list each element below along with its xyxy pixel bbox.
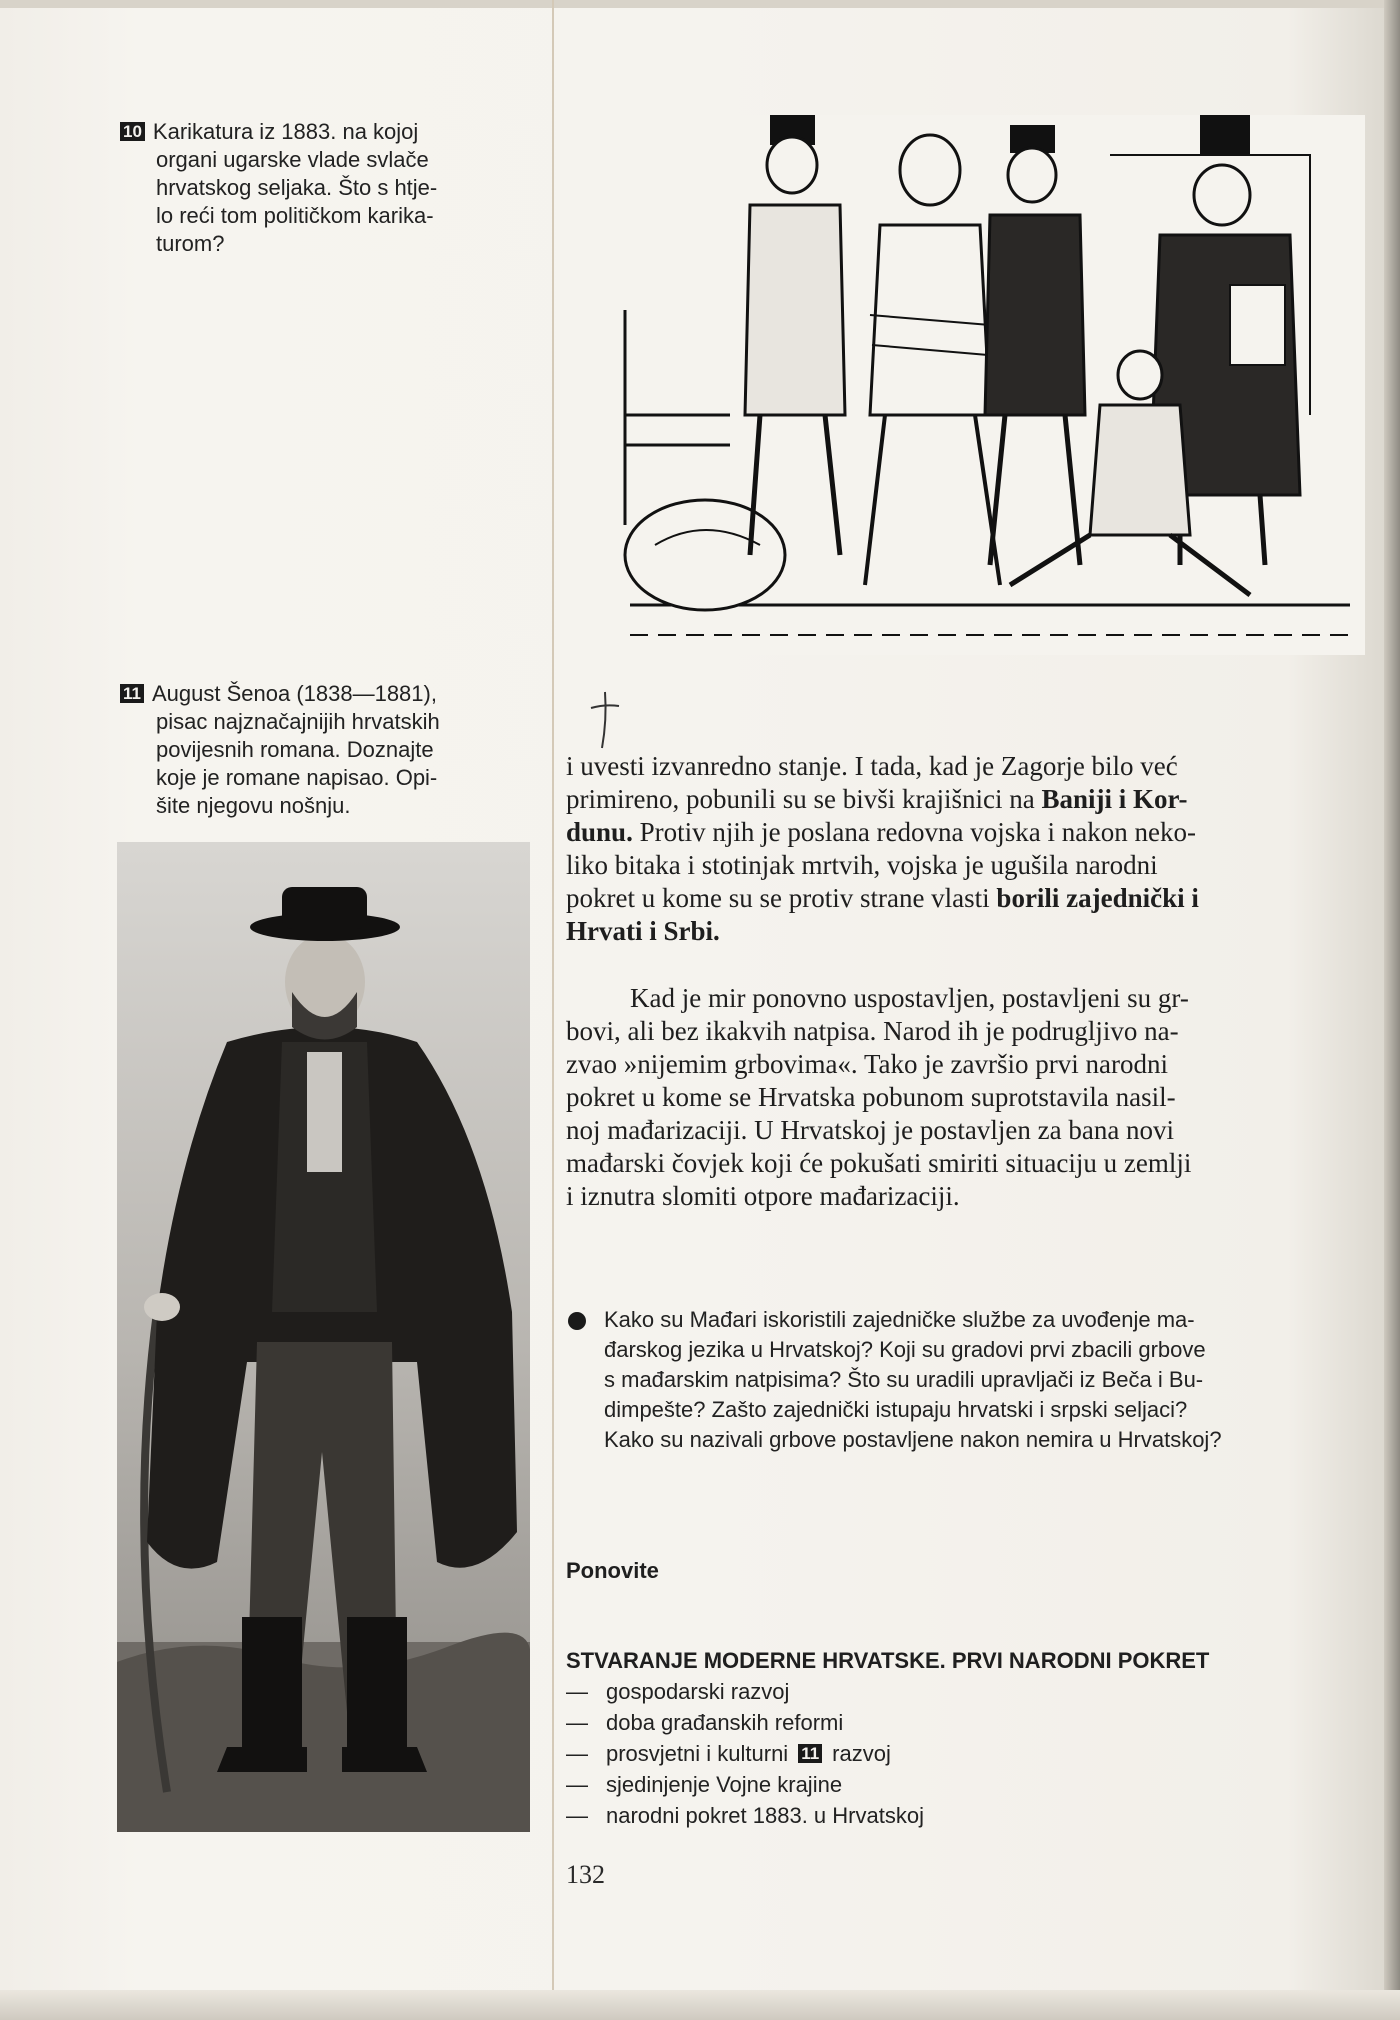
bold-text: Hrvati i Srbi. xyxy=(566,916,720,946)
dash-glyph: — xyxy=(566,1679,588,1704)
page-right-edge xyxy=(1384,0,1400,2020)
body-paragraph-1 xyxy=(566,750,1356,948)
text-line: bovi, ali bez ikakvih natpisa. Narod ih je podrugljivo na- xyxy=(566,1016,1179,1046)
question-line: đarskog jezika u Hrvatskoj? Koji su gradovi prvi zbacili grbove xyxy=(604,1337,1206,1362)
list-item-text: sjedinjenje Vojne krajine xyxy=(606,1772,843,1797)
dash-glyph: — xyxy=(566,1741,588,1766)
list-item xyxy=(566,1738,1326,1769)
text-line xyxy=(566,915,1356,948)
caption-figure-11 xyxy=(120,680,480,820)
caption-line: šite njegovu nošnju. xyxy=(156,793,351,818)
question-line: Kako su Mađari iskoristili zajedničke službe za uvođenje ma- xyxy=(604,1307,1195,1332)
body-paragraph-2 xyxy=(566,982,1356,1213)
text-line: noj mađarizaciji. U Hrvatskoj je postavljen za bana novi xyxy=(566,1115,1175,1145)
bold-text: dunu. xyxy=(566,817,633,847)
bullet-icon xyxy=(568,1312,586,1330)
text-line: mađarski čovjek koji će pokušati smiriti situaciju u zemlji xyxy=(566,1148,1192,1178)
figure-number-badge: 11 xyxy=(120,684,144,703)
text-run: pokret u kome su se protiv strane vlasti xyxy=(566,883,997,913)
handwritten-cross-mark xyxy=(585,690,625,750)
text-run: Protiv njih je poslana redovna vojska i nakon neko- xyxy=(632,817,1196,847)
page-bottom-edge xyxy=(0,1990,1400,2020)
list-item xyxy=(566,1676,1326,1707)
list-item-text: prosvjetni i kulturni xyxy=(606,1741,789,1766)
text-line: liko bitaka i stotinjak mrtvih, vojska je ugušila narodni xyxy=(566,850,1158,880)
caption-figure-10 xyxy=(120,118,480,258)
portrait-photo-august-senoa xyxy=(117,842,530,1832)
caption-line: August Šenoa (1838—1881), xyxy=(151,681,437,706)
text-line xyxy=(566,816,1356,849)
caption-line: hrvatskog seljaka. Što s htje- xyxy=(156,175,438,200)
text-line xyxy=(566,882,1356,915)
caption-line: lo reći tom političkom karika- xyxy=(156,203,434,228)
caption-line: organi ugarske vlade svlače xyxy=(156,147,429,172)
list-item-text: doba građanskih reformi xyxy=(606,1710,844,1735)
text-line: i iznutra slomiti otpore mađarizaciji. xyxy=(566,1181,960,1211)
figure-number-badge: 10 xyxy=(120,122,145,141)
question-line: dimpešte? Zašto zajednički istupaju hrvatski i srpski seljaci? xyxy=(604,1397,1188,1422)
dash-glyph: — xyxy=(566,1710,588,1735)
bold-text: borili zajednički i xyxy=(996,883,1199,913)
figure-number-badge: 11 xyxy=(798,1744,822,1763)
text-line: i uvesti izvanredno stanje. I tada, kad je Zagorje bilo već xyxy=(566,751,1178,781)
page-number: 132 xyxy=(566,1860,605,1889)
dash-glyph: — xyxy=(566,1772,588,1797)
caption-line: turom? xyxy=(156,231,225,256)
summary-list xyxy=(566,1676,1326,1831)
page-top-edge xyxy=(0,0,1400,8)
list-item-text: razvoj xyxy=(832,1741,891,1766)
text-line xyxy=(566,783,1356,816)
text-line: Kad je mir ponovno uspostavljen, postavljeni su gr- xyxy=(630,983,1189,1013)
text-line: pokret u kome se Hrvatska pobunom suprotstavila nasil- xyxy=(566,1082,1176,1112)
caption-line: Karikatura iz 1883. na kojoj xyxy=(152,119,419,144)
list-item xyxy=(566,1800,1326,1831)
list-item-text: narodni pokret 1883. u Hrvatskoj xyxy=(606,1803,924,1828)
dash-glyph: — xyxy=(566,1803,588,1828)
list-item xyxy=(566,1769,1326,1800)
summary-title: STVARANJE MODERNE HRVATSKE. PRVI NARODNI POKRET xyxy=(566,1648,1210,1673)
caption-line: povijesnih romana. Doznajte xyxy=(156,737,434,762)
caricature-illustration-1883 xyxy=(610,115,1365,655)
column-divider xyxy=(552,0,554,2020)
bold-text: Baniji i Kor- xyxy=(1041,784,1188,814)
section-heading: Ponovite xyxy=(566,1558,659,1583)
question-line: s mađarskim natpisima? Što su uradili upravljači iz Beča i Bu- xyxy=(604,1367,1204,1392)
question-line: Kako su nazivali grbove postavljene nakon nemira u Hrvatskoj? xyxy=(604,1427,1222,1452)
list-item-text: gospodarski razvoj xyxy=(606,1679,790,1704)
text-run: primireno, pobunili su se bivši krajišnici na xyxy=(566,784,1042,814)
text-line: zvao »nijemim grbovima«. Tako je završio prvi narodni xyxy=(566,1049,1168,1079)
review-questions xyxy=(566,1305,1356,1455)
caption-line: koje je romane napisao. Opi- xyxy=(156,765,438,790)
list-item xyxy=(566,1707,1326,1738)
caption-line: pisac najznačajnijih hrvatskih xyxy=(156,709,440,734)
